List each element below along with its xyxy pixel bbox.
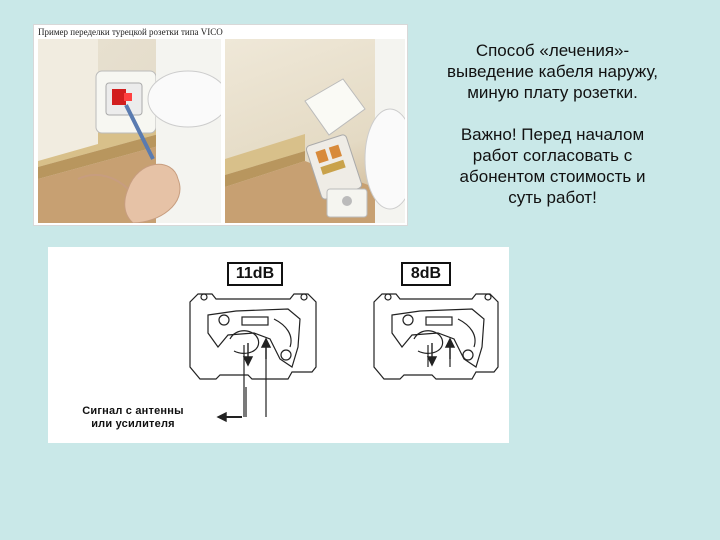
signal-label <box>58 405 208 431</box>
connector-right <box>426 317 452 325</box>
text-line-6: абонентом стоимость и <box>459 167 646 186</box>
outlet-board-right <box>392 309 484 367</box>
text-line-2: выведение кабеля наружу, <box>446 62 659 81</box>
outlet-outline-left <box>190 294 316 379</box>
connector-left <box>242 317 268 325</box>
explanation-text <box>415 40 690 208</box>
photo-outlet-plugged <box>38 39 221 223</box>
terminal-left-1 <box>219 315 229 325</box>
photo-outlet-opened <box>225 39 405 223</box>
mount-hole-left-tl <box>201 294 207 300</box>
arrow-down-right <box>428 357 436 365</box>
loop-right <box>458 319 475 347</box>
text-line-1: Способ «лечения»- <box>475 41 630 60</box>
mount-hole-right-tr <box>485 294 491 300</box>
arrow-up-right <box>446 339 454 347</box>
arrow-down-left <box>244 357 252 365</box>
mount-hole-left-tr <box>301 294 307 300</box>
text-line-3: миную плату розетки. <box>467 83 638 102</box>
terminal-left-2 <box>281 350 291 360</box>
photo-left-illustration <box>38 39 221 223</box>
db-label-right: 8dB <box>401 262 451 286</box>
signal-label-line2: или усилителя <box>91 418 175 430</box>
outlet-outline-right <box>374 294 498 379</box>
text-line-5: работ согласовать с <box>472 146 633 165</box>
signal-arrow <box>218 413 226 421</box>
text-line-4: Важно! Перед началом <box>460 125 645 144</box>
arrow-up-left <box>262 339 270 347</box>
photo-frame <box>33 24 408 226</box>
photo-caption: Пример переделки турецкой розетки типа VICO <box>38 27 223 37</box>
text-line-7: суть работ! <box>508 188 597 207</box>
signal-label-line1: Сигнал с антенны <box>82 405 184 417</box>
outlet-board-left <box>208 309 300 367</box>
wiring-diagram <box>48 247 509 443</box>
mount-hole-right-tl <box>385 294 391 300</box>
terminal-right-1 <box>403 315 413 325</box>
loop-left <box>274 319 291 347</box>
terminal-right-2 <box>463 350 473 360</box>
photo-right-illustration <box>225 39 405 223</box>
db-label-left: 11dB <box>227 262 283 286</box>
